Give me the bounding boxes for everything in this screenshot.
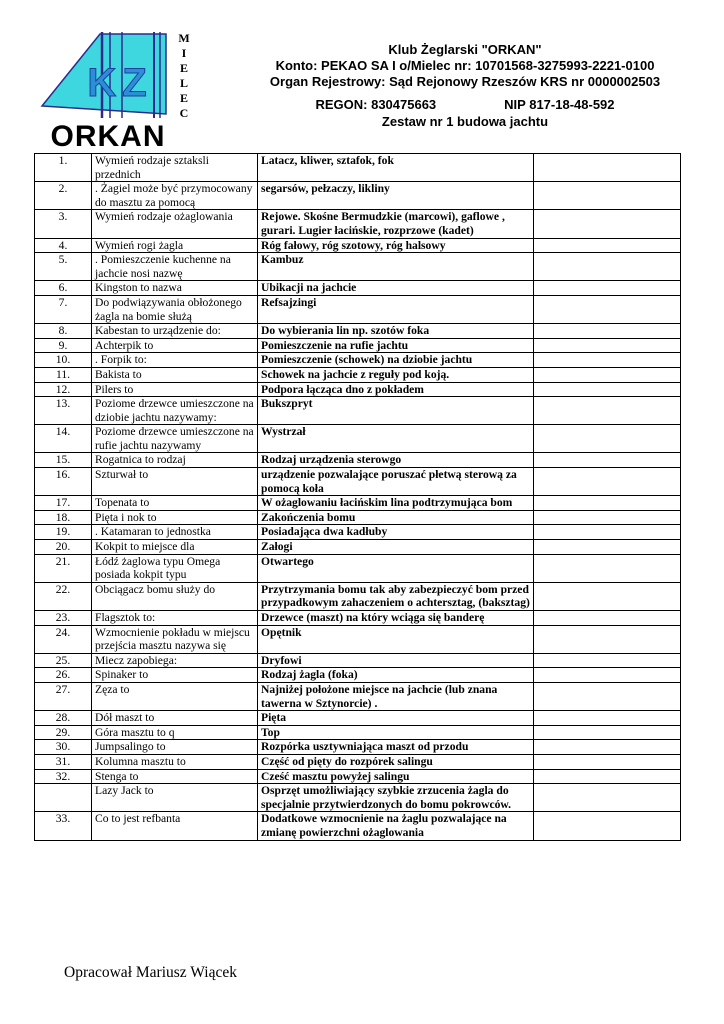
empty-cell bbox=[534, 754, 681, 769]
tax-ids bbox=[230, 97, 700, 113]
logo-vertical-text bbox=[178, 31, 189, 120]
empty-cell bbox=[534, 711, 681, 726]
question-cell: Topenata to bbox=[92, 496, 258, 511]
answer-cell: Część od pięty do rozpórek salingu bbox=[258, 754, 534, 769]
empty-cell bbox=[534, 253, 681, 281]
row-number: 6. bbox=[35, 281, 92, 296]
question-cell: . Żagiel może być przymocowany do masztu za pomocą bbox=[92, 182, 258, 210]
answer-cell: Ubikacji na jachcie bbox=[258, 281, 534, 296]
question-cell: Rogatnica to rodzaj bbox=[92, 453, 258, 468]
question-cell: Flagsztok to: bbox=[92, 611, 258, 626]
table-row bbox=[35, 611, 681, 626]
row-number: 16. bbox=[35, 468, 92, 496]
table-row bbox=[35, 182, 681, 210]
answer-cell: Najniżej położone miejsce na jachcie (lub znana tawerna w Sztynorcie) . bbox=[258, 682, 534, 710]
row-number: 20. bbox=[35, 540, 92, 555]
empty-cell bbox=[534, 784, 681, 812]
empty-cell bbox=[534, 812, 681, 840]
empty-cell bbox=[534, 238, 681, 253]
logo-letter: E bbox=[179, 61, 189, 75]
question-cell: Wymień rogi żagla bbox=[92, 238, 258, 253]
logo-letter: L bbox=[179, 76, 189, 90]
table-row bbox=[35, 253, 681, 281]
table-row bbox=[35, 425, 681, 453]
question-cell: Spinaker to bbox=[92, 668, 258, 683]
table-row bbox=[35, 397, 681, 425]
question-cell: Pilers to bbox=[92, 382, 258, 397]
letterhead bbox=[230, 42, 700, 130]
question-cell: . Katamaran to jednostka bbox=[92, 525, 258, 540]
table-row bbox=[35, 281, 681, 296]
row-number: 30. bbox=[35, 740, 92, 755]
empty-cell bbox=[534, 668, 681, 683]
table-row bbox=[35, 238, 681, 253]
row-number: 9. bbox=[35, 338, 92, 353]
logo-letter: C bbox=[179, 106, 189, 120]
row-number: 28. bbox=[35, 711, 92, 726]
table-row bbox=[35, 582, 681, 610]
question-cell: Zęza to bbox=[92, 682, 258, 710]
answer-cell: Przytrzymania bomu tak aby zabezpieczyć bom przed przypadkowym zahaczeniem o achtersztag, (baksztag) bbox=[258, 582, 534, 610]
answer-cell: Cześć masztu powyżej salingu bbox=[258, 769, 534, 784]
question-cell: Dół maszt to bbox=[92, 711, 258, 726]
row-number: 13. bbox=[35, 397, 92, 425]
table-row bbox=[35, 453, 681, 468]
question-cell: Poziome drzewce umieszczone na rufie jachtu nazywamy bbox=[92, 425, 258, 453]
nip-number: NIP 817-18-48-592 bbox=[504, 97, 615, 112]
answer-cell: Pomieszczenie na rufie jachtu bbox=[258, 338, 534, 353]
table-row bbox=[35, 668, 681, 683]
answer-cell: Schowek na jachcie z reguły pod koją. bbox=[258, 367, 534, 382]
question-cell: . Forpik to: bbox=[92, 353, 258, 368]
question-cell: Wzmocnienie pokładu w miejscu przejścia masztu nazywa się bbox=[92, 625, 258, 653]
table-row bbox=[35, 754, 681, 769]
table-row bbox=[35, 540, 681, 555]
row-number: 12. bbox=[35, 382, 92, 397]
empty-cell bbox=[534, 582, 681, 610]
empty-cell bbox=[534, 353, 681, 368]
answer-cell: Do wybierania lin np. szotów foka bbox=[258, 324, 534, 339]
row-number bbox=[35, 784, 92, 812]
question-cell: Co to jest refbanta bbox=[92, 812, 258, 840]
empty-cell bbox=[534, 382, 681, 397]
row-number: 3. bbox=[35, 210, 92, 238]
question-cell: Miecz zapobiega: bbox=[92, 653, 258, 668]
row-number: 4. bbox=[35, 238, 92, 253]
empty-cell bbox=[534, 496, 681, 511]
empty-cell bbox=[534, 554, 681, 582]
answer-cell: Zakończenia bomu bbox=[258, 510, 534, 525]
question-cell: Szturwał to bbox=[92, 468, 258, 496]
row-number: 18. bbox=[35, 510, 92, 525]
answer-cell: Drzewce (maszt) na który wciąga się banderę bbox=[258, 611, 534, 626]
answer-cell: Dryfowi bbox=[258, 653, 534, 668]
answer-cell: Latacz, kliwer, sztafok, fok bbox=[258, 154, 534, 182]
row-number: 23. bbox=[35, 611, 92, 626]
table-row bbox=[35, 338, 681, 353]
row-number: 22. bbox=[35, 582, 92, 610]
row-number: 26. bbox=[35, 668, 92, 683]
question-cell: Kabestan to urządzenie do: bbox=[92, 324, 258, 339]
table-row bbox=[35, 812, 681, 840]
row-number: 5. bbox=[35, 253, 92, 281]
table-row bbox=[35, 353, 681, 368]
answer-cell: Top bbox=[258, 725, 534, 740]
empty-cell bbox=[534, 682, 681, 710]
bank-account: Konto: PEKAO SA I o/Mielec nr: 10701568-3275993-2221-0100 bbox=[275, 58, 655, 73]
registry-info: Organ Rejestrowy: Sąd Rejonowy Rzeszów KRS nr 0000002503 bbox=[269, 74, 661, 89]
table-row bbox=[35, 210, 681, 238]
row-number: 11. bbox=[35, 367, 92, 382]
question-cell: Wymień rodzaje sztaksli przednich bbox=[92, 154, 258, 182]
table-row bbox=[35, 784, 681, 812]
row-number: 21. bbox=[35, 554, 92, 582]
row-number: 14. bbox=[35, 425, 92, 453]
question-cell: Pięta i nok to bbox=[92, 510, 258, 525]
row-number: 2. bbox=[35, 182, 92, 210]
answer-cell: Dodatkowe wzmocnienie na żaglu pozwalające na zmianę powierzchni ożaglowania bbox=[258, 812, 534, 840]
row-number: 24. bbox=[35, 625, 92, 653]
row-number: 8. bbox=[35, 324, 92, 339]
question-cell: Achterpik to bbox=[92, 338, 258, 353]
row-number: 1. bbox=[35, 154, 92, 182]
empty-cell bbox=[534, 725, 681, 740]
answer-cell: Bukszpryt bbox=[258, 397, 534, 425]
question-cell: Lazy Jack to bbox=[92, 784, 258, 812]
question-cell: Kolumna masztu to bbox=[92, 754, 258, 769]
empty-cell bbox=[534, 453, 681, 468]
table-row bbox=[35, 725, 681, 740]
row-number: 25. bbox=[35, 653, 92, 668]
table-row bbox=[35, 496, 681, 511]
table-row bbox=[35, 711, 681, 726]
table-row bbox=[35, 510, 681, 525]
question-cell: Góra masztu to q bbox=[92, 725, 258, 740]
answer-cell: Załogi bbox=[258, 540, 534, 555]
question-cell: Kokpit to miejsce dla bbox=[92, 540, 258, 555]
empty-cell bbox=[534, 740, 681, 755]
question-cell: Kingston to nazwa bbox=[92, 281, 258, 296]
question-cell: Łódź żaglowa typu Omega posiada kokpit typu bbox=[92, 554, 258, 582]
empty-cell bbox=[534, 324, 681, 339]
table-row bbox=[35, 653, 681, 668]
club-name: Klub Żeglarski "ORKAN" bbox=[388, 42, 542, 57]
question-cell: Bakista to bbox=[92, 367, 258, 382]
answer-cell: Otwartego bbox=[258, 554, 534, 582]
row-number: 32. bbox=[35, 769, 92, 784]
answer-cell: Wystrzał bbox=[258, 425, 534, 453]
answer-cell: Rejowe. Skośne Bermudzkie (marcowi), gaflowe , gurari. Lugier łacińskie, rozprzowe (kadet) bbox=[258, 210, 534, 238]
answer-cell: Refsajzingi bbox=[258, 295, 534, 323]
table-row bbox=[35, 154, 681, 182]
table-row bbox=[35, 740, 681, 755]
table-row bbox=[35, 382, 681, 397]
empty-cell bbox=[534, 281, 681, 296]
row-number: 17. bbox=[35, 496, 92, 511]
answer-cell: Osprzęt umożliwiający szybkie zrzucenia żagla do specjalnie przytwierdzonych do bomu pokrowców. bbox=[258, 784, 534, 812]
answer-cell: Kambuz bbox=[258, 253, 534, 281]
table-row bbox=[35, 625, 681, 653]
table-row bbox=[35, 682, 681, 710]
answer-cell: Posiadająca dwa kadłuby bbox=[258, 525, 534, 540]
logo-letter: E bbox=[179, 91, 189, 105]
logo-letter: M bbox=[178, 31, 190, 45]
regon-number: REGON: 830475663 bbox=[315, 97, 437, 112]
answer-cell: Pięta bbox=[258, 711, 534, 726]
answer-cell: urządzenie pozwalające poruszać płetwą sterową za pomocą koła bbox=[258, 468, 534, 496]
question-cell: Poziome drzewce umieszczone na dziobie jachtu nazywamy: bbox=[92, 397, 258, 425]
empty-cell bbox=[534, 367, 681, 382]
question-cell: Wymień rodzaje ożaglowania bbox=[92, 210, 258, 238]
table-row bbox=[35, 324, 681, 339]
document-subtitle: Zestaw nr 1 budowa jachtu bbox=[381, 114, 549, 129]
logo-letter: I bbox=[181, 46, 187, 60]
questions-table bbox=[34, 153, 681, 841]
empty-cell bbox=[534, 525, 681, 540]
row-number: 19. bbox=[35, 525, 92, 540]
answer-cell: Podpora łącząca dno z pokładem bbox=[258, 382, 534, 397]
empty-cell bbox=[534, 338, 681, 353]
empty-cell bbox=[534, 540, 681, 555]
question-cell: Stenga to bbox=[92, 769, 258, 784]
question-cell: Do podwiązywania obłożonego żagla na bomie służą bbox=[92, 295, 258, 323]
answer-cell: Pomieszczenie (schowek) na dziobie jachtu bbox=[258, 353, 534, 368]
table-row bbox=[35, 769, 681, 784]
answer-cell: W ożaglowaniu łacińskim lina podtrzymująca bom bbox=[258, 496, 534, 511]
table-row bbox=[35, 468, 681, 496]
empty-cell bbox=[534, 425, 681, 453]
empty-cell bbox=[534, 769, 681, 784]
logo-wordmark: ORKAN bbox=[50, 120, 166, 152]
logo-monogram: KZ bbox=[87, 61, 153, 105]
question-cell: Obciągacz bomu służy do bbox=[92, 582, 258, 610]
row-number: 7. bbox=[35, 295, 92, 323]
table-row bbox=[35, 525, 681, 540]
table-row bbox=[35, 295, 681, 323]
answer-cell: segarsów, pełzaczy, likliny bbox=[258, 182, 534, 210]
question-cell: Jumpsalingo to bbox=[92, 740, 258, 755]
answer-cell: Rozpórka usztywniająca maszt od przodu bbox=[258, 740, 534, 755]
empty-cell bbox=[534, 154, 681, 182]
empty-cell bbox=[534, 397, 681, 425]
empty-cell bbox=[534, 182, 681, 210]
row-number: 27. bbox=[35, 682, 92, 710]
row-number: 31. bbox=[35, 754, 92, 769]
answer-cell: Róg fałowy, róg szotowy, róg halsowy bbox=[258, 238, 534, 253]
table-row bbox=[35, 554, 681, 582]
answer-cell: Rodzaj urządzenia sterowgo bbox=[258, 453, 534, 468]
empty-cell bbox=[534, 210, 681, 238]
empty-cell bbox=[534, 510, 681, 525]
empty-cell bbox=[534, 611, 681, 626]
row-number: 15. bbox=[35, 453, 92, 468]
empty-cell bbox=[534, 295, 681, 323]
question-cell: . Pomieszczenie kuchenne na jachcie nosi nazwę bbox=[92, 253, 258, 281]
empty-cell bbox=[534, 625, 681, 653]
club-logo bbox=[36, 28, 196, 152]
empty-cell bbox=[534, 468, 681, 496]
row-number: 29. bbox=[35, 725, 92, 740]
row-number: 33. bbox=[35, 812, 92, 840]
empty-cell bbox=[534, 653, 681, 668]
answer-cell: Opętnik bbox=[258, 625, 534, 653]
author-credit: Opracował Mariusz Wiącek bbox=[64, 964, 237, 981]
row-number: 10. bbox=[35, 353, 92, 368]
table-row bbox=[35, 367, 681, 382]
answer-cell: Rodzaj żagla (foka) bbox=[258, 668, 534, 683]
